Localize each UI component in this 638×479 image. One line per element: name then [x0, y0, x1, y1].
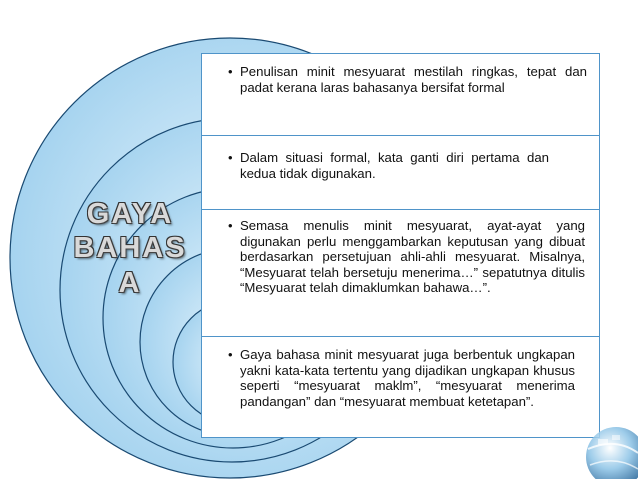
- title-line-2: BAHAS: [73, 232, 187, 264]
- bullet-icon: •: [228, 64, 233, 79]
- title-line-1: GAYA: [86, 198, 174, 230]
- point-box-2: [201, 135, 600, 210]
- title-line-3: A: [118, 267, 142, 299]
- point-text-3: Semasa menulis minit mesyuarat, ayat-ayat yang digunakan perlu menggambarkan keputusan yang dibuat berdasarkan persetujuan ahli-ahli mesyuarat. Misalnya, “Mesyuarat telah bersetuju menerima…” sepatutnya ditulis “Mesyuarat telah dimaklumkan bahawa…”.: [240, 218, 585, 295]
- point-box-1: [201, 53, 600, 136]
- globe-logo-icon: [568, 409, 638, 479]
- point-box-4: [201, 336, 600, 438]
- bullet-icon: •: [228, 150, 233, 165]
- bullet-icon: •: [228, 347, 233, 362]
- point-text-4: Gaya bahasa minit mesyuarat juga berbentuk ungkapan yakni kata-kata tertentu yang dijadikan ungkapan khusus seperti “mesyuarat maklm”, “mesyuarat menerima pandangan” dan “mesyuarat membuat ketetapan”.: [240, 347, 575, 409]
- point-text-1: Penulisan minit mesyuarat mestilah ringkas, tepat dan padat kerana laras bahasanya bersifat formal: [240, 64, 587, 95]
- point-text-2: Dalam situasi formal, kata ganti diri pertama dan kedua tidak digunakan.: [240, 150, 549, 181]
- point-box-3: [201, 209, 600, 337]
- bullet-icon: •: [228, 218, 233, 233]
